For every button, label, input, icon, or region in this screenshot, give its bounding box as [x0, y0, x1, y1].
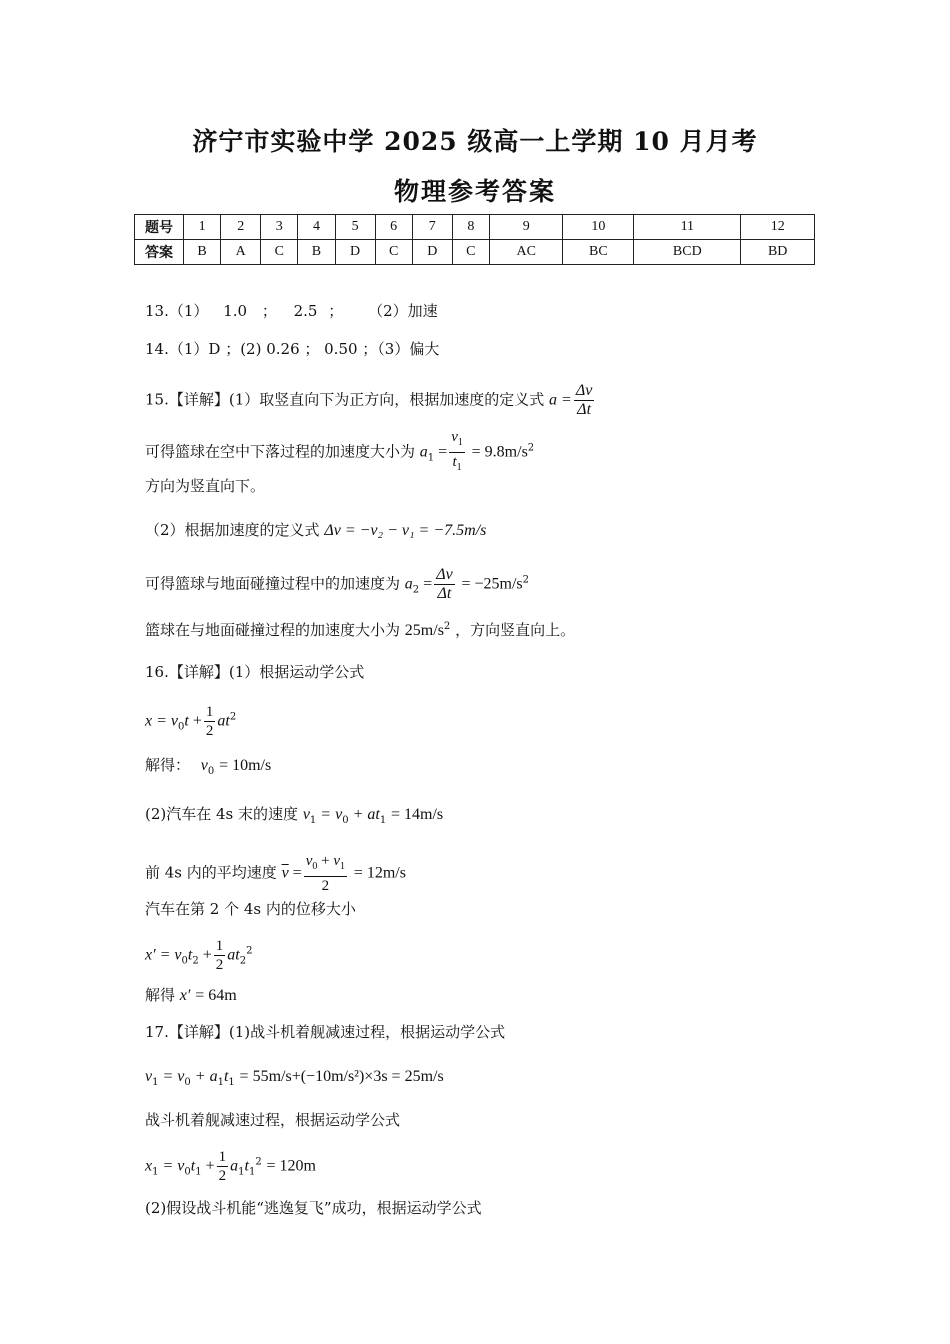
q16-line5: 前 4s 内的平均速度 $\overline{v}$ = $\frac{v_0 + v_1}{2}$ = 12m/s	[145, 853, 406, 894]
q15-dv-equation: Δv = −v₂ − v₁ = −7.5m/s	[324, 522, 487, 539]
q13-part2: （2）加速	[368, 302, 438, 320]
fraction-v1-t1: $\frac{v_1}{t_1}$	[451, 429, 463, 473]
question-number-cell: 11	[634, 215, 741, 240]
answer-cell: C	[375, 240, 412, 265]
q16-line8: 解得 x′ = 64m	[145, 986, 237, 1004]
answer-cell: BC	[563, 240, 634, 265]
q15-text6b: ，方向竖直向上。	[455, 621, 576, 639]
fraction-dv-dt: $\frac{\Delta v}{\Delta t}$	[575, 382, 593, 418]
answer-cell: D	[412, 240, 452, 265]
answer-cell: BD	[741, 240, 815, 265]
q13-value1: 1.0	[223, 302, 248, 320]
q17-line4: $x_1 = v_0t_1$ + $\frac{1}{2}$ $a_1t_1^2 = 120m$	[145, 1149, 316, 1184]
answer-row	[135, 240, 815, 265]
q16-text3: 解得：	[145, 756, 191, 774]
question-number-cell: 5	[335, 215, 375, 240]
question-number-row	[135, 215, 815, 240]
q15-magnitude: 25m/s	[404, 622, 444, 639]
q17-v1-value: = 55m/s+(−10m/s²)×3s = 25m/s	[239, 1068, 444, 1085]
q17-line3: 战斗机着舰减速过程，根据运动学公式	[145, 1111, 401, 1129]
q16-text4: (2)汽车在 4s 末的速度	[145, 805, 299, 823]
question-number-cell: 2	[221, 215, 261, 240]
q15-line6: 篮球在与地面碰撞过程的加速度大小为 $25m/s^2$ ，方向竖直向上。	[145, 621, 576, 639]
question-number-cell: 9	[489, 215, 563, 240]
q14-line: 14.（1）D ；(2) 0.26 ； 0.50 ；（3）偏大	[145, 340, 440, 358]
answer-cell: BCD	[634, 240, 741, 265]
q15-line2: 可得篮球在空中下落过程的加速度大小为 $a_1$ = $\frac{v_1}{t_1}$ = $9.8m/s^2$	[145, 428, 534, 477]
q17-line1: 17.【详解】(1)战斗机着舰减速过程，根据运动学公式	[145, 1023, 506, 1041]
q15-line4	[145, 520, 486, 541]
q16-formula2: $x' = v_0t_2$ + $\frac{1}{2}$ $at_2^2$	[145, 938, 253, 973]
q15-line1	[145, 382, 596, 419]
answer-cell: C	[452, 240, 489, 265]
q15-a2-value: = −25m/s	[461, 575, 523, 593]
answer-cell: A	[221, 240, 261, 265]
question-number-cell: 8	[452, 215, 489, 240]
q16-formula1: $x = v_0t$ + $\frac{1}{2}$ $at^2$	[145, 704, 237, 739]
q15-text5: 可得篮球与地面碰撞过程中的加速度为	[145, 574, 401, 593]
answer-cell: B	[298, 240, 335, 265]
question-number-cell: 6	[375, 215, 412, 240]
q16-line1: 16.【详解】(1）根据运动学公式	[145, 663, 365, 681]
header-label: 题号	[135, 215, 184, 240]
q15-text6a: 篮球在与地面碰撞过程的加速度大小为	[145, 621, 401, 639]
q13-label: 13.（1）	[145, 302, 209, 320]
answer-cell: D	[335, 240, 375, 265]
q17-line2: $v_1 = v_0 + a_1t_1 = 55m/s+(-10m/s^2)\times 3s = 25m/s$	[145, 1068, 444, 1088]
formula-accel-def: a =	[549, 391, 572, 409]
question-number-cell: 7	[412, 215, 452, 240]
q15-line3: 方向为竖直向下。	[145, 477, 266, 495]
q16-x-value: = 64m	[195, 987, 237, 1004]
q16-text5: 前 4s 内的平均速度	[145, 863, 277, 882]
question-number-cell: 3	[261, 215, 298, 240]
answer-table	[134, 214, 815, 265]
q16-text8: 解得	[145, 986, 176, 1004]
q16-line6: 汽车在第 2 个 4s 内的位移大小	[145, 900, 356, 918]
question-number-cell: 10	[563, 215, 634, 240]
answer-cell: B	[184, 240, 221, 265]
q17-x1-value: = 120m	[266, 1157, 316, 1175]
q15-a1-value: = 9.8m/s	[471, 443, 528, 461]
q15-text4: （2）根据加速度的定义式	[145, 521, 320, 539]
q15-text2: 可得篮球在空中下落过程的加速度大小为	[145, 442, 416, 461]
answer-cell: C	[261, 240, 298, 265]
q16-line3: 解得： $v_0 = 10m/s$	[145, 756, 272, 777]
q16-avg-value: = 12m/s	[353, 864, 406, 882]
question-number-cell: 12	[741, 215, 815, 240]
q17-line5: (2)假设战斗机能“逃逸复飞”成功，根据运动学公式	[145, 1199, 482, 1217]
q16-line4: (2)汽车在 4s 末的速度 $v_1 = v_0 + at_1 = 14m/s$	[145, 805, 444, 826]
question-number-cell: 1	[184, 215, 221, 240]
answer-label: 答案	[135, 240, 184, 265]
q13-line: 13.（1） 1.0 ； 2.5 ； （2）加速	[145, 302, 438, 320]
q16-v1-value: = 14m/s	[390, 806, 444, 823]
q13-value2: 2.5	[293, 302, 318, 320]
answer-cell: AC	[489, 240, 563, 265]
question-number-cell: 4	[298, 215, 335, 240]
q15-line5: 可得篮球与地面碰撞过程中的加速度为 $a_2$ = $\frac{\Delta v}{\Delta t}$ = $-25m/s^2$	[145, 566, 530, 602]
q16-v0-value: = 10m/s	[219, 757, 272, 774]
fraction-dv-dt-2: $\frac{\Delta v}{\Delta t}$	[436, 566, 453, 602]
page-title: 济宁市实验中学 2025 级高一上学期 10 月月考	[192, 127, 758, 156]
q15-text1: 15.【详解】(1）取竖直向下为正方向，根据加速度的定义式	[145, 390, 545, 409]
page-subtitle: 物理参考答案	[393, 177, 556, 206]
